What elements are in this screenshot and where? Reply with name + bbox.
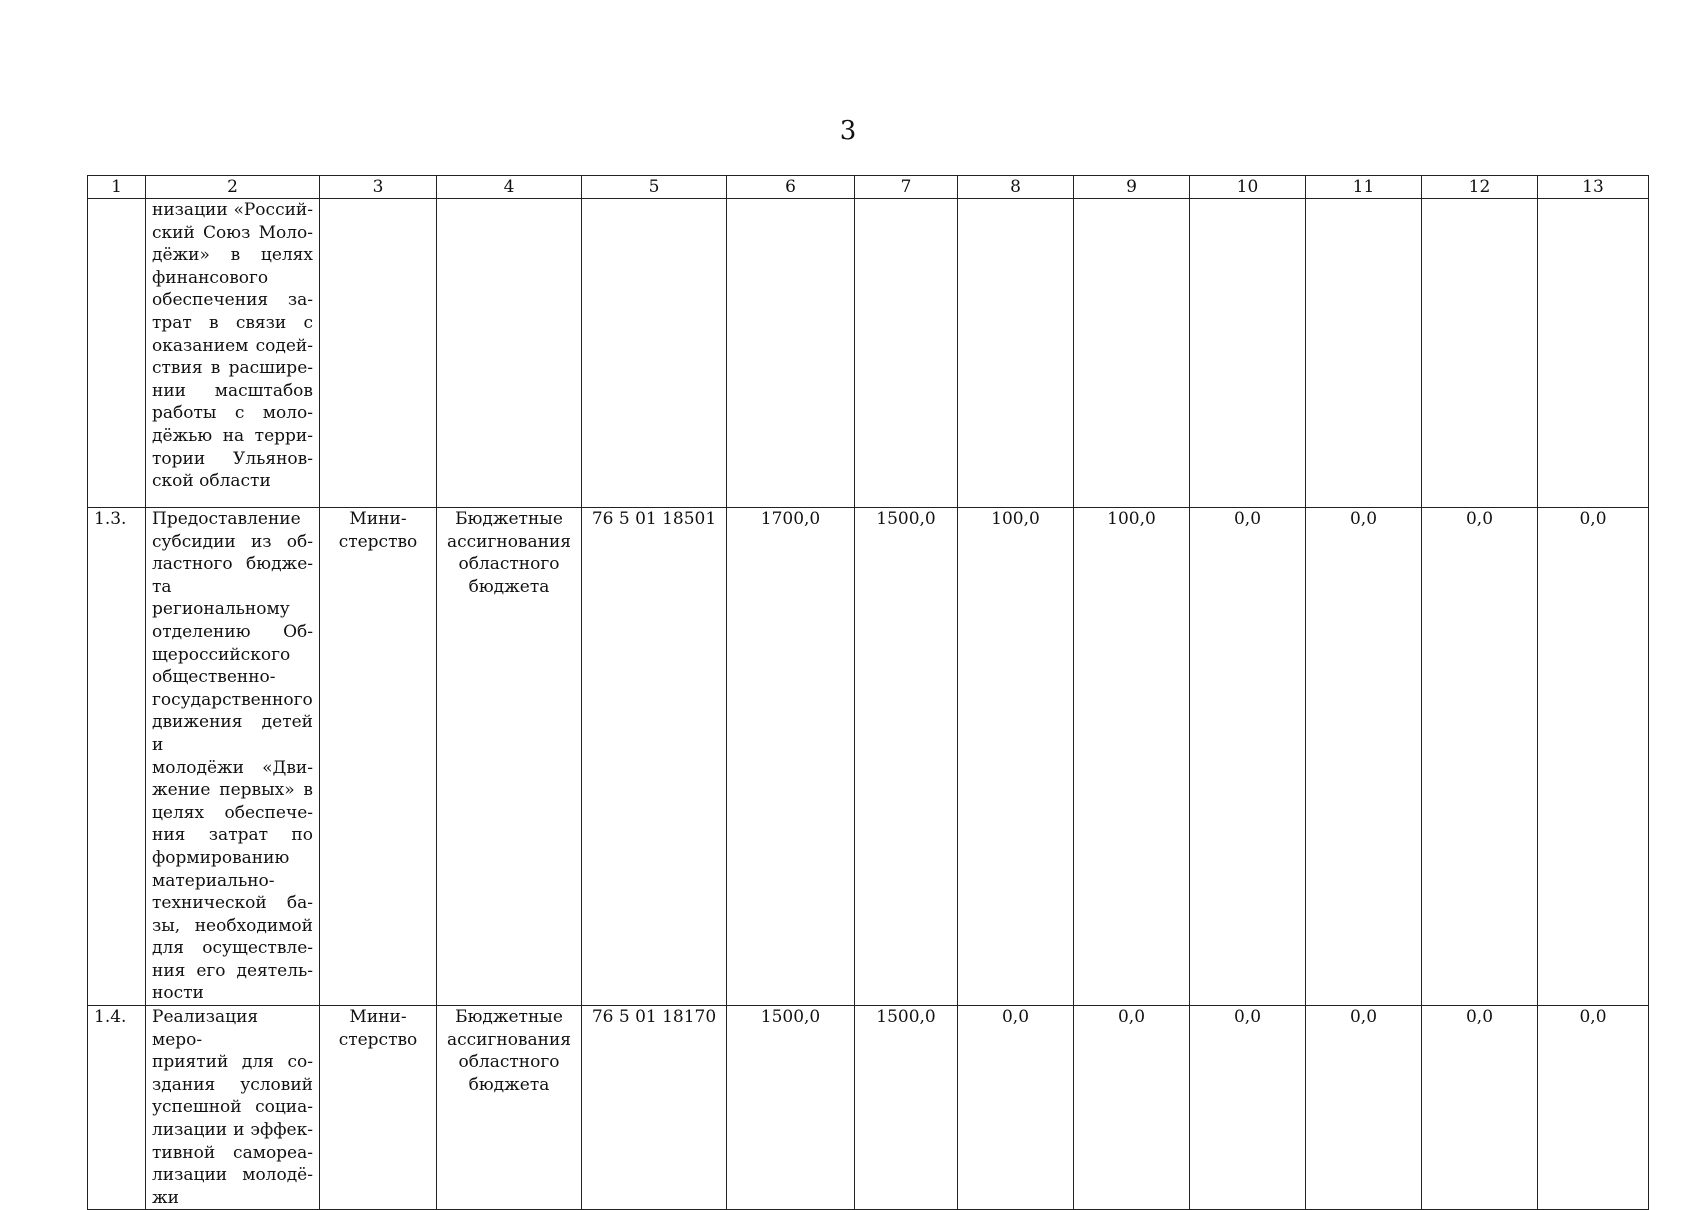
text-line: зы, необходимой bbox=[152, 915, 313, 936]
text-line: щероссийского bbox=[152, 644, 291, 665]
amount-cell bbox=[1538, 199, 1649, 508]
text-line: лизации и эффек- bbox=[152, 1120, 313, 1141]
amount-cell: 0,0 bbox=[1074, 1006, 1190, 1210]
column-header: 4 bbox=[437, 176, 582, 199]
executor-cell bbox=[320, 508, 437, 1006]
budget-table bbox=[87, 175, 1649, 1210]
text-line: та региональному bbox=[152, 576, 290, 620]
column-header: 6 bbox=[727, 176, 855, 199]
text-line: молодёжи «Дви- bbox=[152, 757, 313, 778]
column-header: 13 bbox=[1538, 176, 1649, 199]
description-cell bbox=[146, 508, 320, 1006]
text-line: Мини- bbox=[349, 509, 407, 529]
text-line: формированию bbox=[152, 847, 290, 868]
text-line: ности bbox=[152, 983, 204, 1004]
description-cell bbox=[146, 1006, 320, 1210]
text-line: отделению Об- bbox=[152, 621, 313, 642]
text-line: ской области bbox=[152, 471, 271, 492]
funding-source-cell bbox=[437, 199, 582, 508]
text-line: тивной самореа- bbox=[152, 1142, 313, 1163]
text-line: бюджета bbox=[468, 1074, 550, 1095]
text-line: Мини- bbox=[349, 1007, 407, 1028]
funding-source-cell bbox=[437, 508, 582, 1006]
text-line: нии масштабов bbox=[152, 380, 313, 401]
text-line: целях обеспече- bbox=[152, 802, 313, 823]
text-line: ствия в расшире- bbox=[152, 358, 313, 379]
text-line: Бюджетные bbox=[455, 1007, 563, 1028]
text-line: субсидии из об- bbox=[152, 531, 313, 552]
amount-cell bbox=[1074, 199, 1190, 508]
amount-cell: 0,0 bbox=[1306, 508, 1422, 1006]
table-row bbox=[88, 508, 1649, 1006]
column-header: 1 bbox=[88, 176, 146, 199]
column-header: 2 bbox=[146, 176, 320, 199]
text-line: ассигнования bbox=[446, 1029, 572, 1050]
column-header: 5 bbox=[582, 176, 727, 199]
text-line: успешной социа- bbox=[152, 1097, 313, 1118]
amount-cell: 0,0 bbox=[958, 1006, 1074, 1210]
amount-cell: 0,0 bbox=[1422, 508, 1538, 1006]
text-line: финансового bbox=[152, 267, 269, 288]
description-cell bbox=[146, 199, 320, 508]
amount-cell: 1500,0 bbox=[855, 508, 958, 1006]
text-line: ластного бюдже- bbox=[152, 554, 313, 575]
amount-cell: 0,0 bbox=[1306, 1006, 1422, 1210]
text-line: оказанием содей- bbox=[152, 335, 313, 356]
amount-cell: 100,0 bbox=[1074, 508, 1190, 1006]
amount-cell: 0,0 bbox=[1190, 1006, 1306, 1210]
amount-cell: 100,0 bbox=[958, 508, 1074, 1006]
amount-cell: 1700,0 bbox=[727, 508, 855, 1006]
text-line: стерство bbox=[338, 1029, 418, 1050]
amount-cell: 0,0 bbox=[1190, 508, 1306, 1006]
text-line: областного bbox=[458, 1052, 560, 1073]
amount-cell bbox=[727, 199, 855, 508]
text-line: дёжью на терри- bbox=[152, 425, 313, 446]
text-line: тории Ульянов- bbox=[152, 448, 313, 469]
funding-source-cell bbox=[437, 1006, 582, 1210]
amount-cell: 0,0 bbox=[1422, 1006, 1538, 1210]
amount-cell: 1500,0 bbox=[855, 1006, 958, 1210]
text-line: государственного bbox=[152, 689, 313, 710]
row-number-cell: 1.3. bbox=[88, 508, 146, 1006]
executor-cell bbox=[320, 199, 437, 508]
text-line: Предоставление bbox=[152, 509, 301, 529]
budget-code-cell: 76 5 01 18501 bbox=[582, 508, 727, 1006]
column-header: 7 bbox=[855, 176, 958, 199]
column-header: 10 bbox=[1190, 176, 1306, 199]
text-line: общественно- bbox=[152, 667, 276, 688]
text-line: стерство bbox=[338, 531, 418, 552]
text-line: Реализация меро- bbox=[152, 1007, 259, 1050]
text-line: ния затрат по bbox=[152, 825, 313, 846]
amount-cell: 0,0 bbox=[1538, 508, 1649, 1006]
header-row bbox=[88, 176, 1649, 199]
page-number: 3 bbox=[839, 116, 857, 146]
budget-code-cell bbox=[582, 199, 727, 508]
column-header: 9 bbox=[1074, 176, 1190, 199]
text-line: здания условий bbox=[152, 1074, 313, 1095]
text-line: технической ба- bbox=[152, 893, 313, 914]
text-line: бюджета bbox=[468, 576, 550, 597]
text-line: жи bbox=[152, 1187, 179, 1208]
text-line: лизации молодё- bbox=[152, 1165, 313, 1186]
table-row bbox=[88, 1006, 1649, 1210]
text-line: работы с моло- bbox=[152, 403, 313, 424]
amount-cell bbox=[1422, 199, 1538, 508]
table-row bbox=[88, 199, 1649, 508]
column-header: 8 bbox=[958, 176, 1074, 199]
text-line: областного bbox=[458, 554, 560, 575]
text-line: для осуществле- bbox=[152, 938, 313, 959]
budget-code-cell: 76 5 01 18170 bbox=[582, 1006, 727, 1210]
text-line: ский Союз Моло- bbox=[152, 222, 313, 243]
text-line: дёжи» в целях bbox=[152, 245, 313, 266]
text-line: материально- bbox=[152, 870, 275, 891]
text-line: обеспечения за- bbox=[152, 290, 313, 311]
text-line: приятий для со- bbox=[152, 1052, 313, 1073]
row-number-cell bbox=[88, 199, 146, 508]
column-header: 11 bbox=[1306, 176, 1422, 199]
executor-cell bbox=[320, 1006, 437, 1210]
text-line: низации «Россий- bbox=[152, 200, 313, 220]
amount-cell: 1500,0 bbox=[727, 1006, 855, 1210]
amount-cell: 0,0 bbox=[1538, 1006, 1649, 1210]
text-line: движения детей и bbox=[152, 712, 313, 755]
text-line: трат в связи с bbox=[152, 312, 313, 333]
row-number-cell: 1.4. bbox=[88, 1006, 146, 1210]
amount-cell bbox=[1306, 199, 1422, 508]
amount-cell bbox=[1190, 199, 1306, 508]
amount-cell bbox=[958, 199, 1074, 508]
text-line: Бюджетные bbox=[455, 509, 563, 529]
column-header: 3 bbox=[320, 176, 437, 199]
text-line: ния его деятель- bbox=[152, 960, 313, 981]
text-line: ассигнования bbox=[446, 531, 572, 552]
column-header: 12 bbox=[1422, 176, 1538, 199]
amount-cell bbox=[855, 199, 958, 508]
text-line: жение первых» в bbox=[152, 780, 313, 801]
